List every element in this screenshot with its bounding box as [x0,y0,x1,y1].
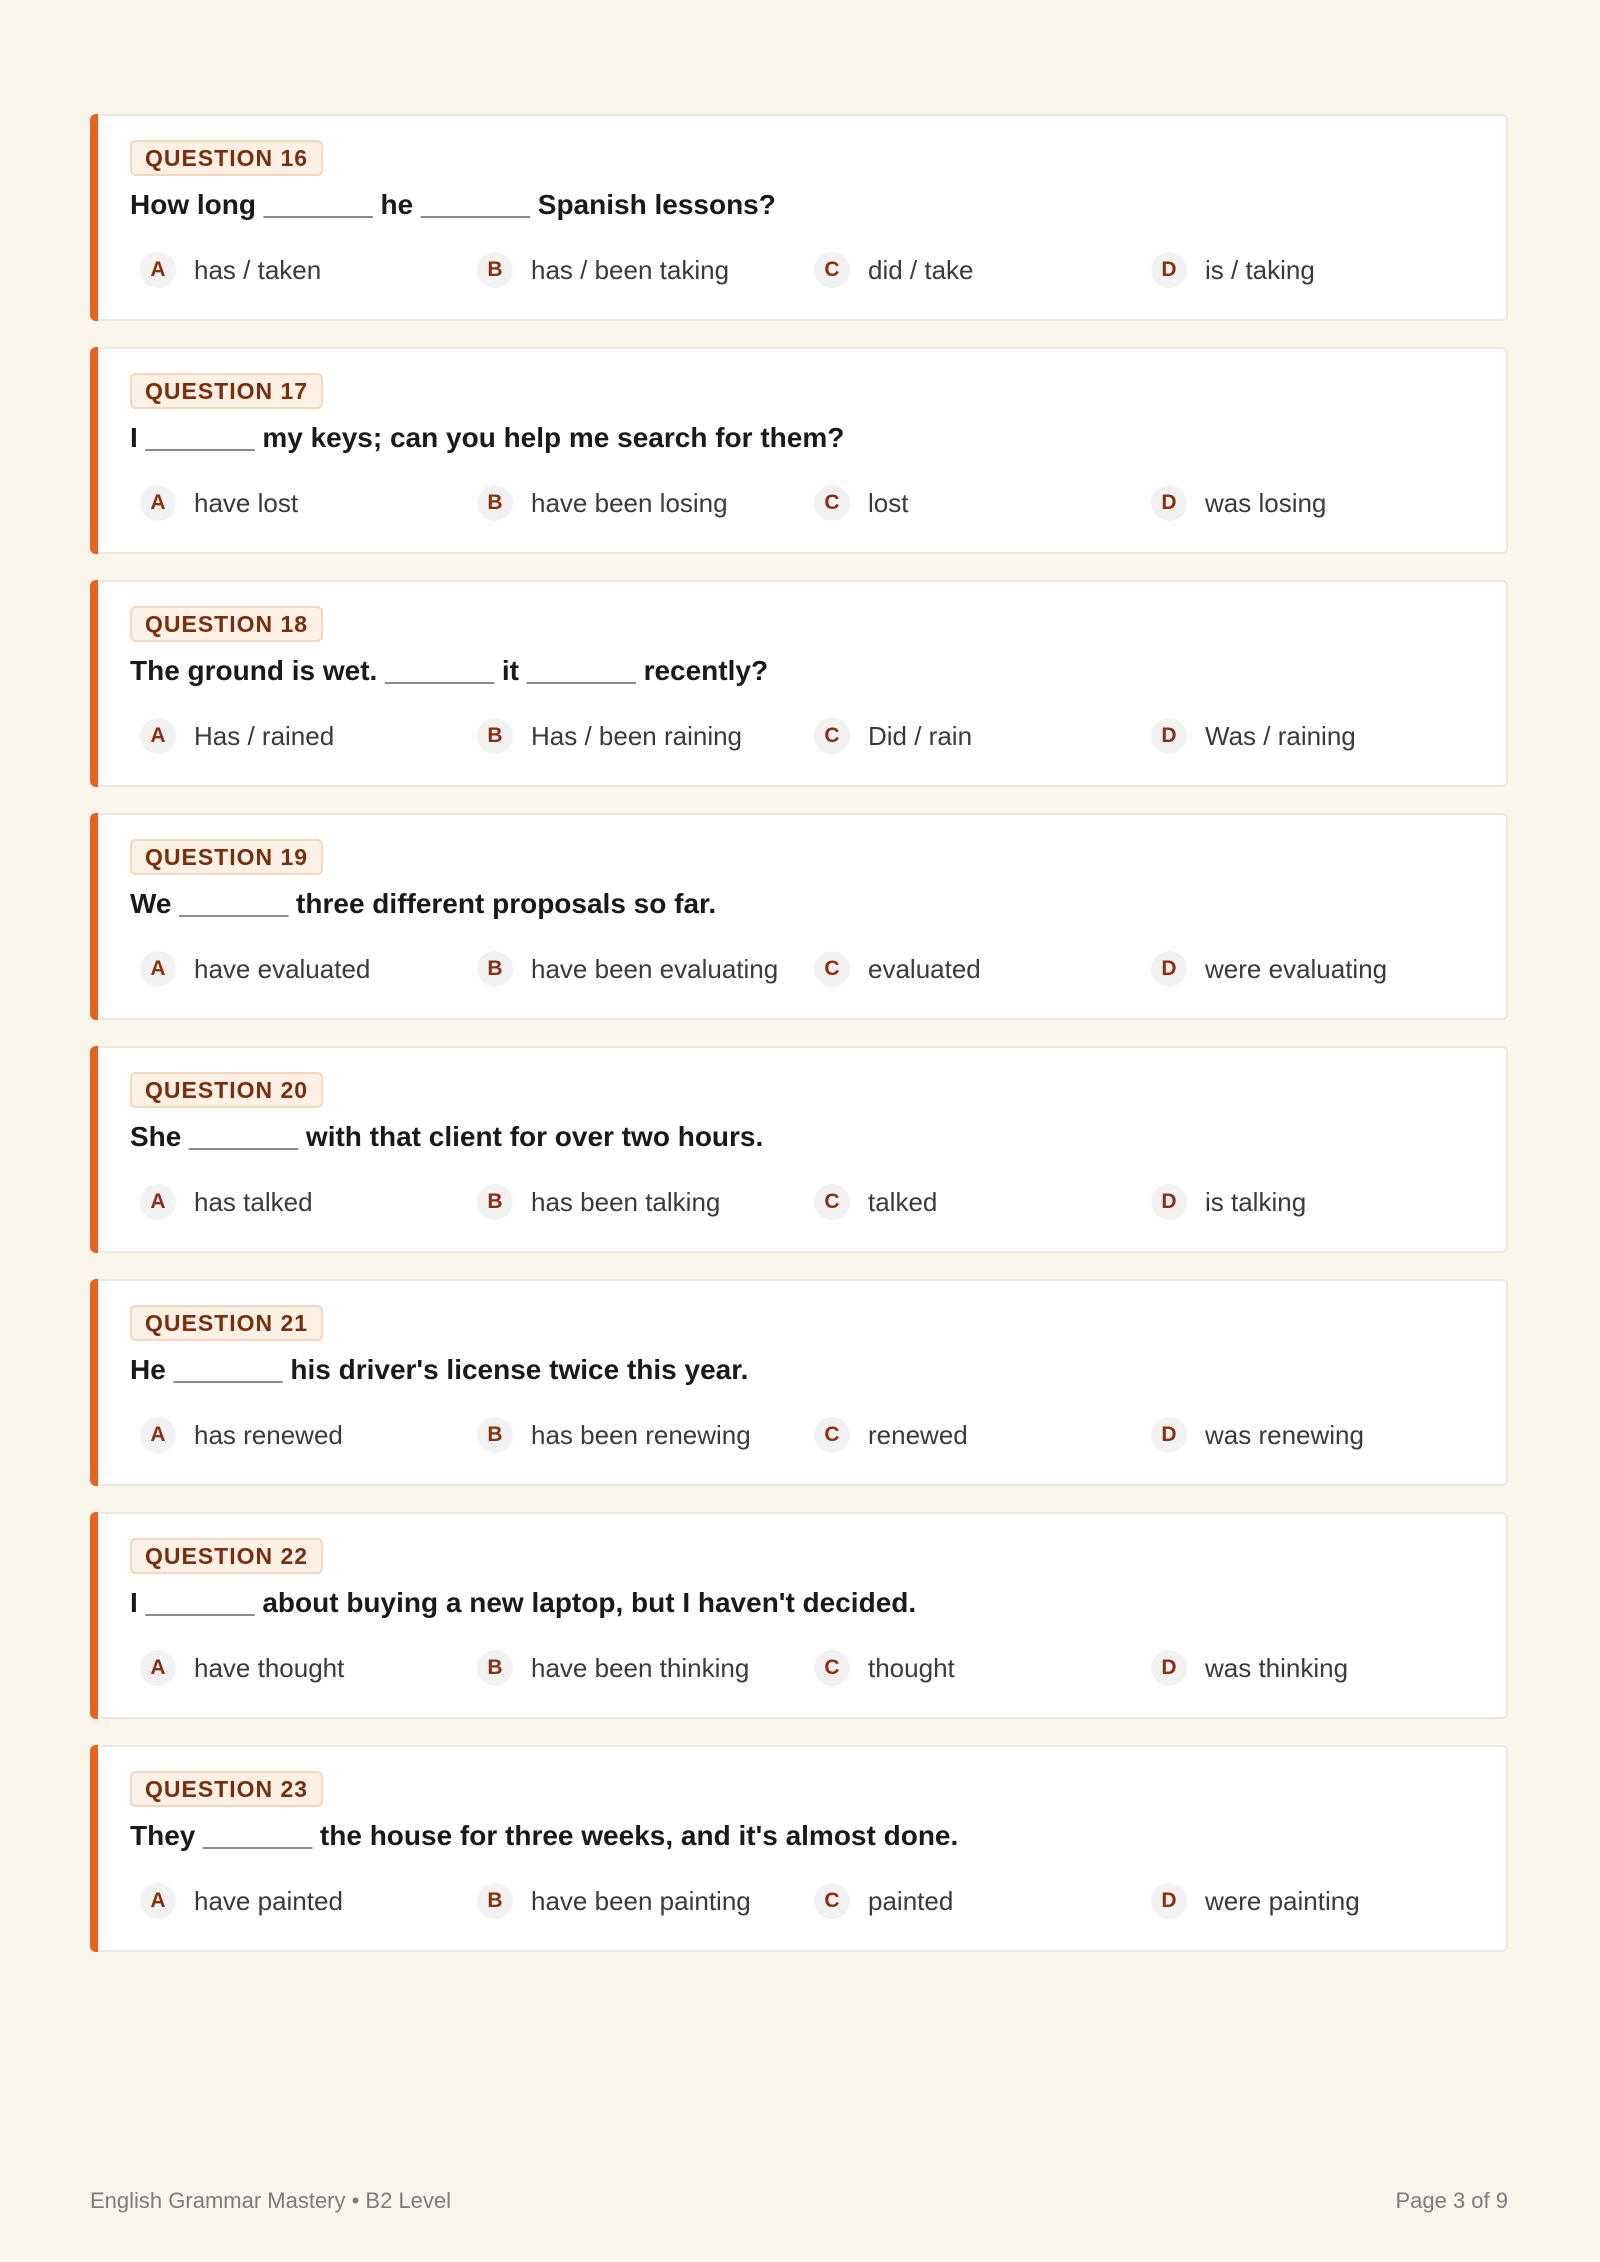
question-text: She _______ with that client for over two hours. [130,1121,764,1152]
question-number-label: QUESTION 19 [130,839,323,875]
option-b[interactable] [467,1881,804,1921]
option-letter-badge: B [477,252,513,288]
option-text: were painting [1205,1885,1360,1916]
option-letter-badge: C [814,951,850,987]
option-c[interactable] [804,483,1141,523]
option-letter-badge: A [140,718,176,754]
option-b[interactable] [467,483,804,523]
question-text: The ground is wet. _______ it _______ recently? [130,655,769,686]
question-number-label: QUESTION 16 [130,140,323,176]
option-letter-badge: C [814,1883,850,1919]
option-letter-badge: A [140,1650,176,1686]
option-letter-badge: D [1151,1417,1187,1453]
option-text: were evaluating [1205,953,1388,984]
option-text: has talked [194,1186,313,1217]
answer-options [130,1415,1506,1455]
option-text: Did / rain [868,720,973,751]
option-a[interactable] [130,949,467,989]
option-a[interactable] [130,1182,467,1222]
option-d[interactable] [1141,1182,1478,1222]
answer-options [130,949,1506,989]
answer-options [130,716,1506,756]
option-text: renewed [868,1419,968,1450]
option-a[interactable] [130,1415,467,1455]
question-number-label: QUESTION 17 [130,373,323,409]
option-letter-badge: D [1151,718,1187,754]
option-letter-badge: D [1151,252,1187,288]
option-d[interactable] [1141,1648,1478,1688]
option-d[interactable] [1141,949,1478,989]
option-letter-badge: B [477,718,513,754]
question-card [90,1512,1508,1719]
footer-page-number: Page 3 of 9 [1395,2188,1508,2213]
option-a[interactable] [130,1881,467,1921]
option-text: has renewed [194,1419,343,1450]
option-a[interactable] [130,483,467,523]
question-number-label: QUESTION 20 [130,1072,323,1108]
option-c[interactable] [804,716,1141,756]
option-text: has been talking [531,1186,721,1217]
option-text: evaluated [868,953,981,984]
option-text: is talking [1205,1186,1307,1217]
option-d[interactable] [1141,1881,1478,1921]
option-text: has been renewing [531,1419,751,1450]
question-card [90,114,1508,321]
option-letter-badge: C [814,718,850,754]
option-b[interactable] [467,1415,804,1455]
option-text: have lost [194,487,299,518]
question-number-label: QUESTION 18 [130,606,323,642]
option-a[interactable] [130,1648,467,1688]
option-letter-badge: C [814,1417,850,1453]
option-letter-badge: C [814,485,850,521]
option-text: has / taken [194,254,322,285]
option-b[interactable] [467,1182,804,1222]
option-text: thought [868,1652,955,1683]
option-text: talked [868,1186,938,1217]
option-text: have thought [194,1652,345,1683]
question-text: How long _______ he _______ Spanish lessons? [130,189,776,220]
option-letter-badge: D [1151,951,1187,987]
question-card [90,1279,1508,1486]
option-text: is / taking [1205,254,1315,285]
option-b[interactable] [467,949,804,989]
option-letter-badge: C [814,252,850,288]
answer-options [130,1182,1506,1222]
option-text: Was / raining [1205,720,1356,751]
option-c[interactable] [804,1881,1141,1921]
option-text: have been thinking [531,1652,750,1683]
option-letter-badge: D [1151,485,1187,521]
question-number-label: QUESTION 23 [130,1771,323,1807]
option-letter-badge: A [140,1417,176,1453]
option-letter-badge: A [140,252,176,288]
option-text: have been losing [531,487,728,518]
option-letter-badge: D [1151,1883,1187,1919]
option-letter-badge: B [477,1184,513,1220]
option-letter-badge: C [814,1650,850,1686]
question-list [90,114,1508,1978]
option-letter-badge: A [140,1883,176,1919]
option-b[interactable] [467,250,804,290]
option-d[interactable] [1141,483,1478,523]
question-card [90,1046,1508,1253]
option-text: painted [868,1885,954,1916]
option-c[interactable] [804,1182,1141,1222]
option-a[interactable] [130,716,467,756]
option-c[interactable] [804,1415,1141,1455]
option-letter-badge: B [477,1417,513,1453]
option-letter-badge: B [477,1650,513,1686]
option-letter-badge: D [1151,1184,1187,1220]
option-letter-badge: D [1151,1650,1187,1686]
question-number-label: QUESTION 22 [130,1538,323,1574]
option-text: lost [868,487,909,518]
option-b[interactable] [467,1648,804,1688]
question-text: They _______ the house for three weeks, and it's almost done. [130,1820,959,1851]
answer-options [130,250,1506,290]
option-c[interactable] [804,949,1141,989]
option-a[interactable] [130,250,467,290]
question-text: We _______ three different proposals so far. [130,888,717,919]
question-text: I _______ about buying a new laptop, but I haven't decided. [130,1587,917,1618]
option-text: Has / been raining [531,720,743,751]
answer-options [130,483,1506,523]
option-letter-badge: C [814,1184,850,1220]
option-letter-badge: A [140,1184,176,1220]
question-card [90,580,1508,787]
question-card [90,347,1508,554]
option-text: did / take [868,254,974,285]
option-letter-badge: A [140,951,176,987]
option-c[interactable] [804,250,1141,290]
question-text: He _______ his driver's license twice this year. [130,1354,749,1385]
question-text: I _______ my keys; can you help me search for them? [130,422,845,453]
option-text: has / been taking [531,254,730,285]
footer-course-title: English Grammar Mastery • B2 Level [90,2188,452,2213]
option-text: Has / rained [194,720,335,751]
option-text: was thinking [1205,1652,1349,1683]
option-d[interactable] [1141,716,1478,756]
option-d[interactable] [1141,250,1478,290]
question-card [90,813,1508,1020]
option-letter-badge: B [477,485,513,521]
question-number-label: QUESTION 21 [130,1305,323,1341]
option-text: have evaluated [194,953,371,984]
option-text: have been painting [531,1885,751,1916]
option-letter-badge: A [140,485,176,521]
option-text: have been evaluating [531,953,779,984]
question-card [90,1745,1508,1952]
option-b[interactable] [467,716,804,756]
option-letter-badge: B [477,951,513,987]
answer-options [130,1881,1506,1921]
option-text: was losing [1205,487,1327,518]
option-text: was renewing [1205,1419,1364,1450]
option-letter-badge: B [477,1883,513,1919]
option-d[interactable] [1141,1415,1478,1455]
option-c[interactable] [804,1648,1141,1688]
option-text: have painted [194,1885,343,1916]
answer-options [130,1648,1506,1688]
